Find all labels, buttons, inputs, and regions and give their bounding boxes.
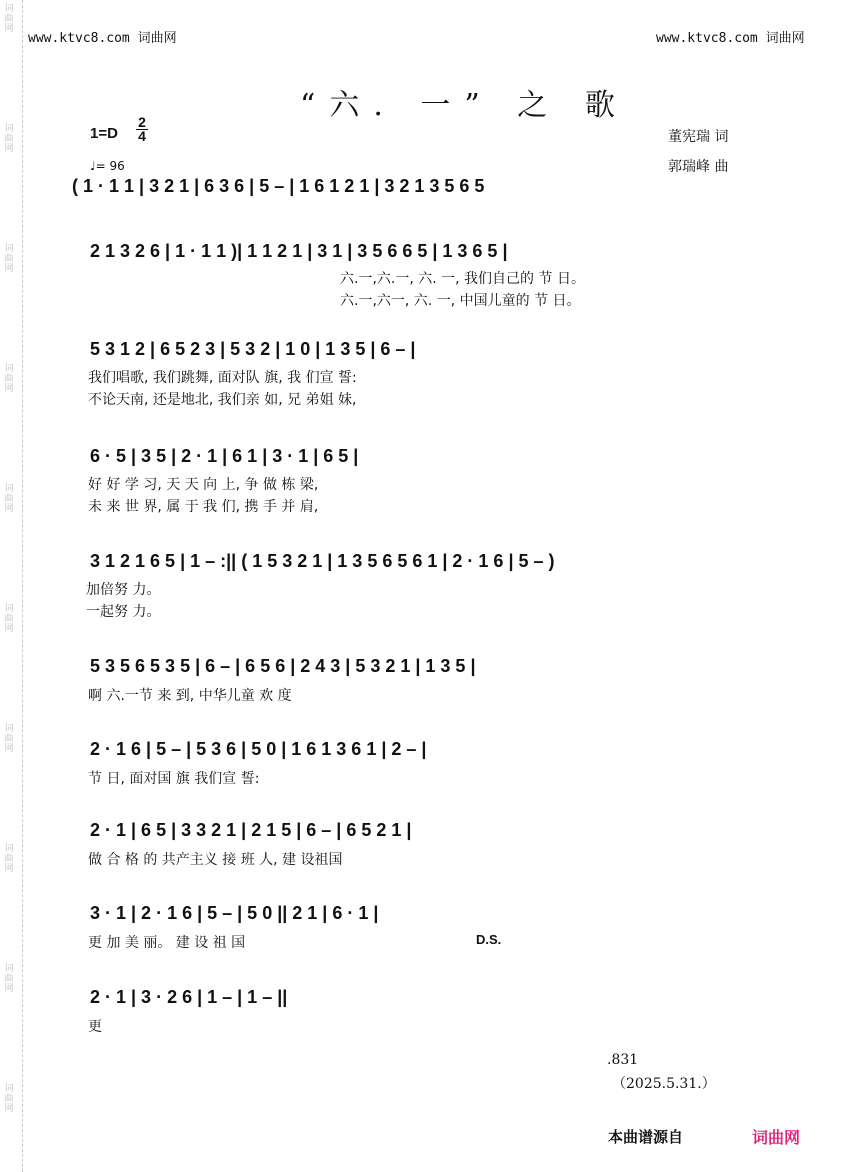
score-system-10: 2 · 1 | 3 · 2 6 | 1 – | 1 – || xyxy=(90,987,288,1007)
lyric-line-5a: 加倍努 力。 xyxy=(86,582,161,598)
lyric-line-6: 啊 六.一节 来 到, 中华儿童 欢 度 xyxy=(88,688,292,704)
side-watermark: 词曲网 xyxy=(4,844,14,874)
score-system-4: 6 · 5 | 3 5 | 2 · 1 | 6 1 | 3 · 1 | 6 5 | xyxy=(90,446,359,466)
song-title: “六. 一” 之 歌 xyxy=(300,88,629,123)
tempo-value: = 96 xyxy=(95,159,125,173)
dal-segno-mark: D.S. xyxy=(476,932,502,947)
footer-site-logo[interactable]: 词曲网 xyxy=(752,1128,801,1147)
lyricist-credit: 董宪瑞 词 xyxy=(668,129,729,145)
lyric-line-5b: 一起努 力。 xyxy=(86,604,161,620)
site-url-right[interactable]: www.ktvc8.com 词曲网 xyxy=(656,31,805,46)
side-watermark: 词曲网 xyxy=(4,124,14,154)
score-system-7: 2 · 1 6 | 5 – | 5 3 6 | 5 0 | 1 6 1 3 6 1 | 2 – | xyxy=(90,739,427,759)
lyric-line-2a: 六.一,六.一, 六. 一, 我们自己的 节 日。 xyxy=(340,271,585,287)
side-watermark: 词曲网 xyxy=(4,244,14,274)
side-watermark: 词曲网 xyxy=(4,364,14,394)
side-watermark: 词曲网 xyxy=(4,724,14,754)
site-url-left[interactable]: www.ktvc8.com 词曲网 xyxy=(28,31,177,46)
lyric-line-10: 更 xyxy=(88,1019,102,1035)
footer-source-label: 本曲谱源自 xyxy=(608,1128,684,1146)
lyric-line-7: 节 日, 面对国 旗 我们宣 誓: xyxy=(88,771,260,787)
side-watermark-strip xyxy=(0,0,23,1172)
lyric-line-8: 做 合 格 的 共产主义 接 班 人, 建 设祖国 xyxy=(88,852,343,868)
side-watermark: 词曲网 xyxy=(4,484,14,514)
composer-credit: 郭瑞峰 曲 xyxy=(668,159,729,175)
quarter-note-icon: ♩ xyxy=(90,159,96,173)
lyric-line-4a: 好 好 学 习, 天 天 向 上, 争 做 栋 梁, xyxy=(88,477,319,493)
score-system-6: 5 3 5 6 5 3 5 | 6 – | 6 5 6 | 2 4 3 | 5 3 2 1 | 1 3 5 | xyxy=(90,656,476,676)
lyric-line-3a: 我们唱歌, 我们跳舞, 面对队 旗, 我 们宣 誓: xyxy=(88,370,357,386)
side-watermark: 词曲网 xyxy=(4,964,14,994)
side-watermark: 词曲网 xyxy=(4,1084,14,1114)
score-system-3: 5 3 1 2 | 6 5 2 3 | 5 3 2 | 1 0 | 1 3 5 | 6 – | xyxy=(90,339,416,359)
score-system-2: 2 1 3 2 6 | 1 · 1 1 )| 1 1 2 1 | 3 1 | 3 5 6 6 5 | 1 3 6 5 | xyxy=(90,241,508,261)
sign-code: .831 xyxy=(607,1052,639,1068)
lyric-line-2b: 六.一,六一, 六. 一, 中国儿童的 节 日。 xyxy=(340,293,581,309)
sign-date: （2025.5.31.） xyxy=(612,1076,716,1092)
lyric-line-9: 更 加 美 丽。 建 设 祖 国 xyxy=(88,935,246,951)
time-signature-bottom: 4 xyxy=(138,128,146,144)
key-signature: 1=D xyxy=(90,125,118,142)
score-system-5: 3 1 2 1 6 5 | 1 – :|| ( 1 5 3 2 1 | 1 3 5 6 5 6 1 | 2 · 1 6 | 5 – ) xyxy=(90,551,555,571)
lyric-line-4b: 未 来 世 界, 属 于 我 们, 携 手 并 肩, xyxy=(88,499,319,515)
score-system-9: 3 · 1 | 2 · 1 6 | 5 – | 5 0 || 2 1 | 6 · 1 | xyxy=(90,903,379,923)
score-system-8: 2 · 1 | 6 5 | 3 3 2 1 | 2 1 5 | 6 – | 6 5 2 1 | xyxy=(90,820,412,840)
time-signature xyxy=(136,116,148,143)
time-signature-top: 2 xyxy=(138,114,146,130)
score-system-1: ( 1 · 1 1 | 3 2 1 | 6 3 6 | 5 – | 1 6 1 2 1 | 3 2 1 3 5 6 5 xyxy=(72,176,485,196)
lyric-line-3b: 不论天南, 还是地北, 我们亲 如, 兄 弟姐 妹, xyxy=(88,392,357,408)
tempo-marking xyxy=(90,159,125,173)
side-watermark: 词曲网 xyxy=(4,604,14,634)
side-watermark: 词曲网 xyxy=(4,4,14,34)
